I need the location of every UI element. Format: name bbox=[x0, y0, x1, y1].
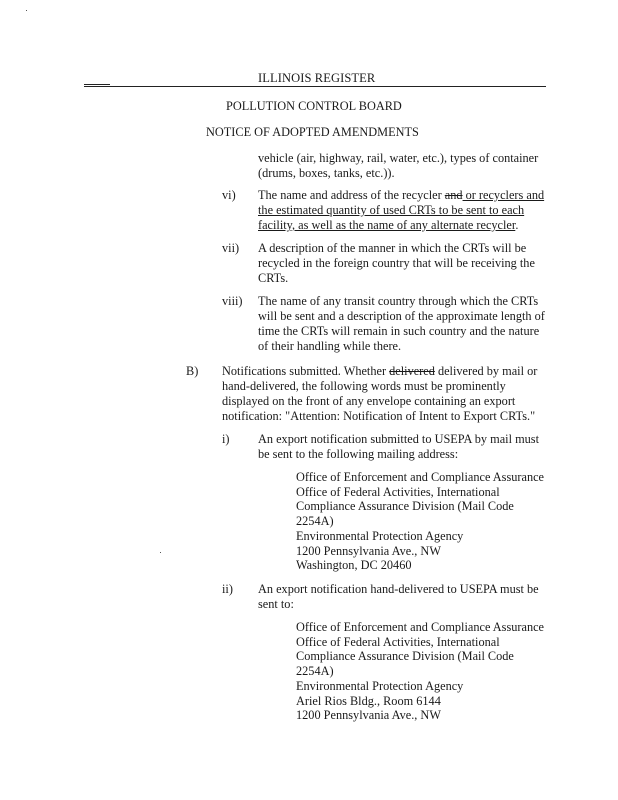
item-vii-line-1: A description of the manner in which the CRTs will be bbox=[258, 241, 527, 255]
item-vi-label: vi) bbox=[222, 188, 236, 202]
item-vi-inserted-text-3: facility, as well as the name of any alternate recycler bbox=[258, 218, 516, 232]
scan-speck bbox=[26, 10, 27, 11]
address-line: Office of Enforcement and Compliance Assurance bbox=[296, 470, 545, 484]
address-line: 1200 Pennsylvania Ave., NW bbox=[296, 543, 441, 558]
address-line: Environmental Protection Agency bbox=[296, 678, 464, 693]
subitem-ii-line-1: An export notification hand-delivered to USEPA must be bbox=[258, 582, 539, 596]
register-title: ILLINOIS REGISTER bbox=[258, 71, 376, 85]
item-vi-line-1 bbox=[258, 188, 544, 203]
address-line: Washington, DC 20460 bbox=[296, 558, 412, 573]
address-line: Ariel Rios Bldg., Room 6144 bbox=[296, 693, 441, 708]
section-b-line-1 bbox=[222, 364, 537, 379]
item-vi-line-3 bbox=[258, 218, 518, 233]
address-line: Compliance Assurance Division (Mail Code bbox=[296, 499, 514, 514]
header-rule bbox=[84, 86, 546, 87]
section-b-label: B) bbox=[186, 364, 199, 378]
item-vii-line-3: CRTs. bbox=[258, 271, 289, 285]
item-vi-text: The name and address of the recycler bbox=[258, 188, 445, 202]
address-line: 2254A) bbox=[296, 664, 334, 679]
item-viii-line-3: time the CRTs will remain in such country and the nature bbox=[258, 324, 540, 338]
item-vii-label: vii) bbox=[222, 241, 240, 255]
item-vi-inserted-text-2: the estimated quantity of used CRTs to be sent to each bbox=[258, 203, 525, 217]
address-line: Compliance Assurance Division (Mail Code bbox=[296, 649, 514, 664]
subitem-ii-line-2: sent to: bbox=[258, 597, 294, 611]
address-line: Office of Enforcement and Compliance Assurance bbox=[296, 620, 545, 634]
item-vi-period: . bbox=[515, 218, 519, 232]
section-b-text-2: delivered by mail or bbox=[434, 364, 538, 378]
address-line: 1200 Pennsylvania Ave., NW bbox=[296, 708, 441, 723]
item-vii-line-2: recycled in the foreign country that will be receiving the bbox=[258, 256, 535, 270]
item-vi-deleted-text: and bbox=[444, 188, 463, 202]
section-b-deleted-text: delivered bbox=[389, 364, 435, 378]
subitem-ii-label: ii) bbox=[222, 582, 233, 596]
subitem-i-line-1: An export notification submitted to USEPA by mail must bbox=[258, 432, 540, 446]
item-vi-inserted-text: or recyclers and bbox=[462, 188, 545, 202]
item-vi-line-2 bbox=[258, 203, 524, 218]
address-line: Office of Federal Activities, International bbox=[296, 634, 500, 649]
subitem-i-line-2: be sent to the following mailing address: bbox=[258, 447, 459, 461]
notice-title: NOTICE OF ADOPTED AMENDMENTS bbox=[206, 125, 419, 139]
address-line: Environmental Protection Agency bbox=[296, 528, 464, 543]
header-rule-tick bbox=[84, 84, 110, 85]
continuation-line-2: (drums, boxes, tanks, etc.)). bbox=[258, 166, 395, 180]
delivery-address-block bbox=[296, 620, 544, 723]
board-title: POLLUTION CONTROL BOARD bbox=[226, 99, 402, 113]
continuation-line-1: vehicle (air, highway, rail, water, etc.), types of container bbox=[258, 151, 539, 165]
section-b-text: Notifications submitted. Whether bbox=[222, 364, 390, 378]
section-b-line-2: hand-delivered, the following words must be prominently bbox=[222, 379, 506, 393]
section-b-line-4: notification: "Attention: Notification of Intent to Export CRTs." bbox=[222, 409, 536, 423]
scan-speck bbox=[160, 552, 161, 553]
item-viii-line-1: The name of any transit country through which the CRTs bbox=[258, 294, 539, 308]
section-b-line-3: displayed on the front of any envelope containing an export bbox=[222, 394, 516, 408]
mailing-address-block bbox=[296, 470, 544, 573]
item-viii-line-4: of their handling while there. bbox=[258, 339, 402, 353]
item-viii-line-2: will be sent and a description of the approximate length of bbox=[258, 309, 545, 323]
item-viii-label: viii) bbox=[222, 294, 243, 308]
subitem-i-label: i) bbox=[222, 432, 230, 446]
address-line: Office of Federal Activities, International bbox=[296, 484, 500, 499]
address-line: 2254A) bbox=[296, 514, 334, 529]
